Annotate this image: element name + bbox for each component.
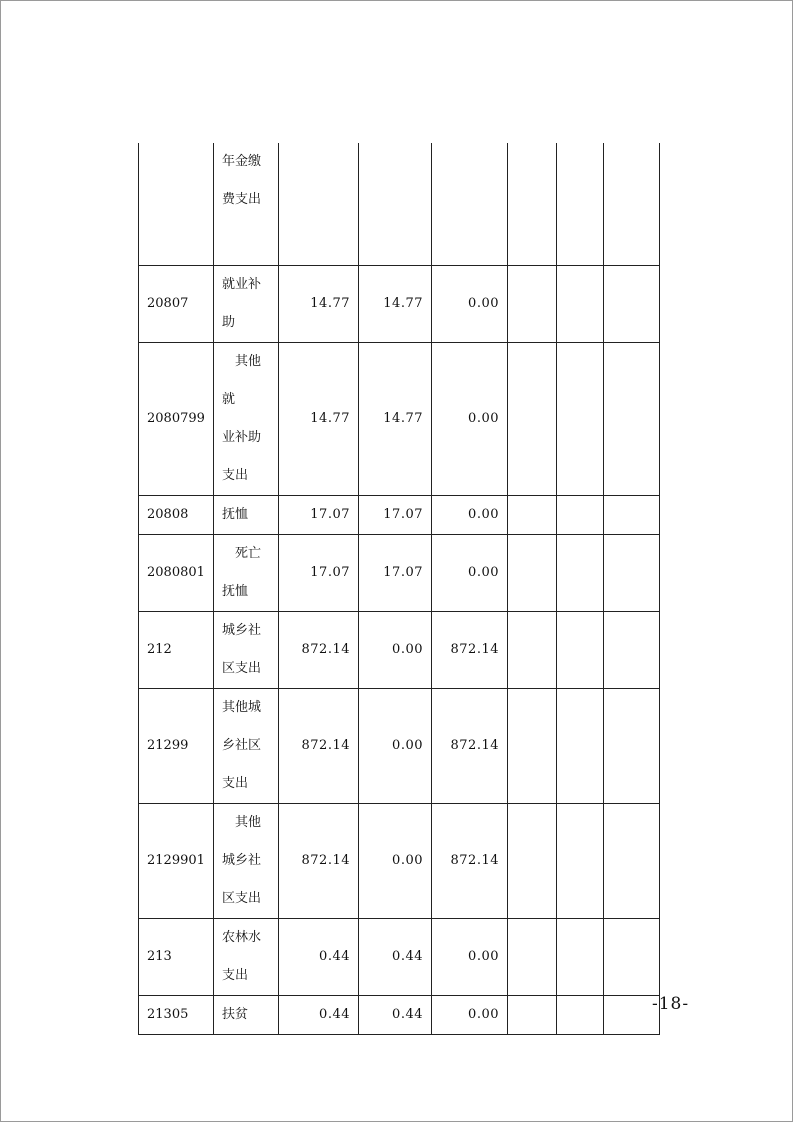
- table-cell: [604, 143, 660, 265]
- table-cell: [557, 495, 604, 534]
- basic-amount: 0.00: [359, 688, 432, 803]
- total-amount: 0.44: [279, 995, 359, 1034]
- basic-amount: 14.77: [359, 342, 432, 495]
- account-code: 21299: [139, 688, 214, 803]
- table-cell: [557, 534, 604, 611]
- total-amount: 872.14: [279, 688, 359, 803]
- account-code: 212: [139, 611, 214, 688]
- account-code: 21305: [139, 995, 214, 1034]
- total-amount: 872.14: [279, 803, 359, 918]
- account-name: 其他就 业补助 支出: [214, 342, 279, 495]
- total-amount: 14.77: [279, 342, 359, 495]
- account-code: 2129901: [139, 803, 214, 918]
- table-row: [139, 995, 660, 1034]
- table-cell: [557, 342, 604, 495]
- account-name: 就业补 助: [214, 265, 279, 342]
- table-cell: [557, 688, 604, 803]
- table-cell: [604, 265, 660, 342]
- total-amount: 17.07: [279, 495, 359, 534]
- table-row: [139, 342, 660, 495]
- basic-amount: 0.00: [359, 611, 432, 688]
- table-row: [139, 688, 660, 803]
- account-name: 农林水 支出: [214, 918, 279, 995]
- table-cell: [508, 143, 557, 265]
- table-cell: [508, 534, 557, 611]
- project-amount: 872.14: [432, 611, 508, 688]
- table-cell: [508, 918, 557, 995]
- account-name: 年金缴 费支出: [214, 143, 279, 265]
- table-row: [139, 143, 660, 265]
- table-cell: [508, 265, 557, 342]
- total-amount: 0.44: [279, 918, 359, 995]
- account-code: 20808: [139, 495, 214, 534]
- table-cell: [604, 803, 660, 918]
- project-amount: [432, 143, 508, 265]
- project-amount: 872.14: [432, 803, 508, 918]
- table-row: [139, 534, 660, 611]
- account-code: 2080801: [139, 534, 214, 611]
- account-code: 213: [139, 918, 214, 995]
- table-cell: [557, 803, 604, 918]
- table-cell: [604, 611, 660, 688]
- basic-amount: 17.07: [359, 534, 432, 611]
- project-amount: 0.00: [432, 342, 508, 495]
- account-name: 城乡社 区支出: [214, 611, 279, 688]
- project-amount: 0.00: [432, 534, 508, 611]
- table-row: [139, 495, 660, 534]
- table-cell: [557, 265, 604, 342]
- total-amount: [279, 143, 359, 265]
- project-amount: 872.14: [432, 688, 508, 803]
- page-number: -18-: [652, 994, 690, 1014]
- table-cell: [508, 611, 557, 688]
- account-code: [139, 143, 214, 265]
- account-name: 死亡 抚恤: [214, 534, 279, 611]
- table-cell: [508, 803, 557, 918]
- table-cell: [557, 918, 604, 995]
- total-amount: 14.77: [279, 265, 359, 342]
- project-amount: 0.00: [432, 918, 508, 995]
- project-amount: 0.00: [432, 995, 508, 1034]
- account-name: 抚恤: [214, 495, 279, 534]
- project-amount: 0.00: [432, 265, 508, 342]
- table-cell: [604, 918, 660, 995]
- basic-amount: 17.07: [359, 495, 432, 534]
- project-amount: 0.00: [432, 495, 508, 534]
- account-name: 其他 城乡社 区支出: [214, 803, 279, 918]
- account-name: 其他城 乡社区 支出: [214, 688, 279, 803]
- table-cell: [604, 495, 660, 534]
- account-name: 扶贫: [214, 995, 279, 1034]
- account-code: 20807: [139, 265, 214, 342]
- table-cell: [557, 995, 604, 1034]
- table-cell: [508, 995, 557, 1034]
- basic-amount: 14.77: [359, 265, 432, 342]
- total-amount: 872.14: [279, 611, 359, 688]
- basic-amount: 0.00: [359, 803, 432, 918]
- table-cell: [508, 342, 557, 495]
- table-cell: [557, 611, 604, 688]
- table-cell: [604, 688, 660, 803]
- table-row: [139, 611, 660, 688]
- table-cell: [604, 534, 660, 611]
- table-row: [139, 803, 660, 918]
- table-cell: [508, 688, 557, 803]
- account-code: 2080799: [139, 342, 214, 495]
- table-cell: [604, 342, 660, 495]
- table-cell: [557, 143, 604, 265]
- basic-amount: 0.44: [359, 995, 432, 1034]
- budget-table: [138, 143, 660, 1035]
- table-cell: [508, 495, 557, 534]
- basic-amount: 0.44: [359, 918, 432, 995]
- basic-amount: [359, 143, 432, 265]
- total-amount: 17.07: [279, 534, 359, 611]
- table-row: [139, 918, 660, 995]
- table-row: [139, 265, 660, 342]
